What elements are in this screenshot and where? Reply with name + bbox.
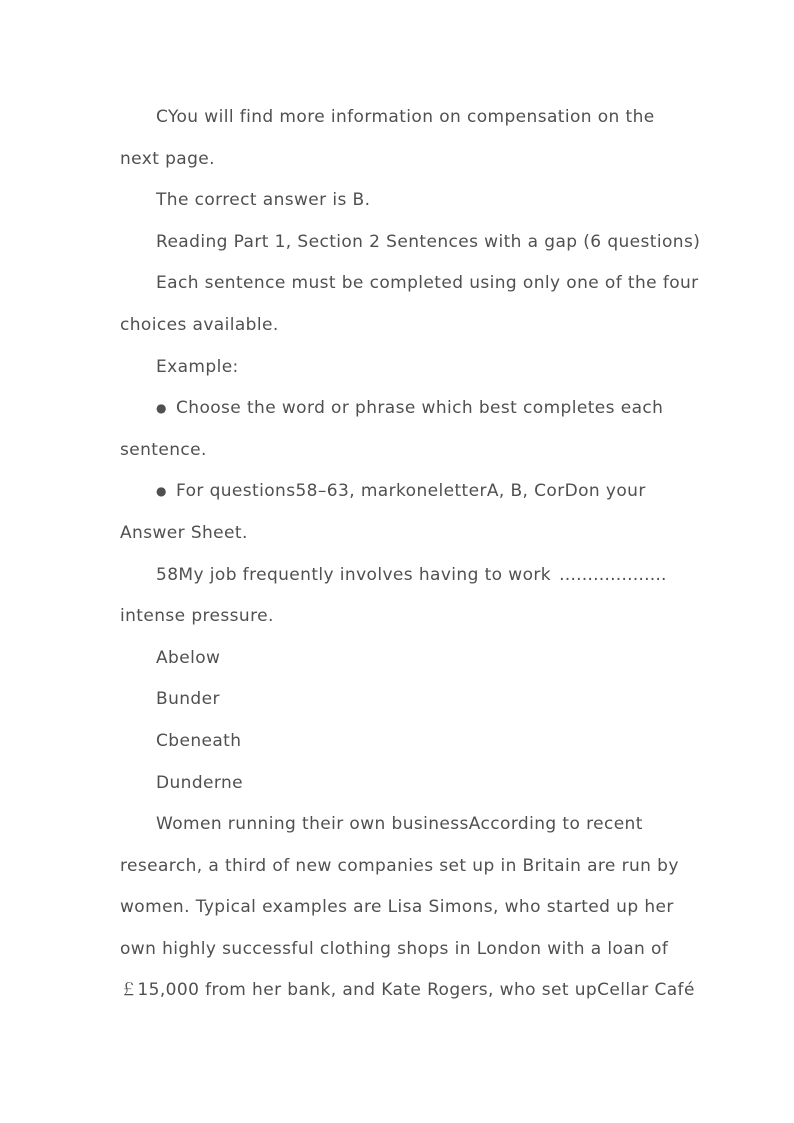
correct-answer-text: The correct answer is B. [156,190,371,211]
instructions-line-1: Each sentence must be completed using only one of the four [156,273,699,294]
option-a: Abelow [156,647,221,668]
article-line-4: own highly successful clothing shops in London with a loan of [120,938,669,959]
bullet-item-choose-text: Choose the word or phrase which best completes each [176,398,664,419]
option-b: Bunder [156,689,220,710]
question-58-blank: ………………. [559,564,667,585]
question-58-text: 58My job frequently involves having to work [156,564,552,585]
document-page [120,97,701,1012]
option-c: Cbeneath [156,730,242,751]
example-label: Example: [156,356,239,377]
bullet-item-choose-continuation: sentence. [120,439,207,460]
bullet-icon: ● [156,401,167,416]
bullet-item-choose [120,388,680,430]
paragraph-compensation-line-2: next page. [120,148,215,169]
bullet-item-questions-text: For questions58–63, markoneletterA, B, CorDon your [176,481,646,502]
question-58 [120,555,680,597]
option-d: Dunderne [156,772,244,793]
question-58-continuation: intense pressure. [120,606,274,627]
bullet-icon: ● [156,484,167,499]
article-line-2: research, a third of new companies set up in Britain are run by [120,855,679,876]
article-line-5: ￡15,000 from her bank, and Kate Rogers, who set upCellar Café [120,980,695,1001]
article-line-1: Women running their own businessAccording to recent [156,814,643,835]
bullet-item-questions [120,471,680,513]
bullet-item-questions-continuation: Answer Sheet. [120,522,248,543]
article-line-3: women. Typical examples are Lisa Simons, who started up her [120,897,674,918]
section-heading: Reading Part 1, Section 2 Sentences with a gap (6 questions) [156,231,701,252]
paragraph-compensation-line-1: CYou will find more information on compensation on the [156,107,655,127]
instructions-line-2: choices available. [120,314,279,335]
